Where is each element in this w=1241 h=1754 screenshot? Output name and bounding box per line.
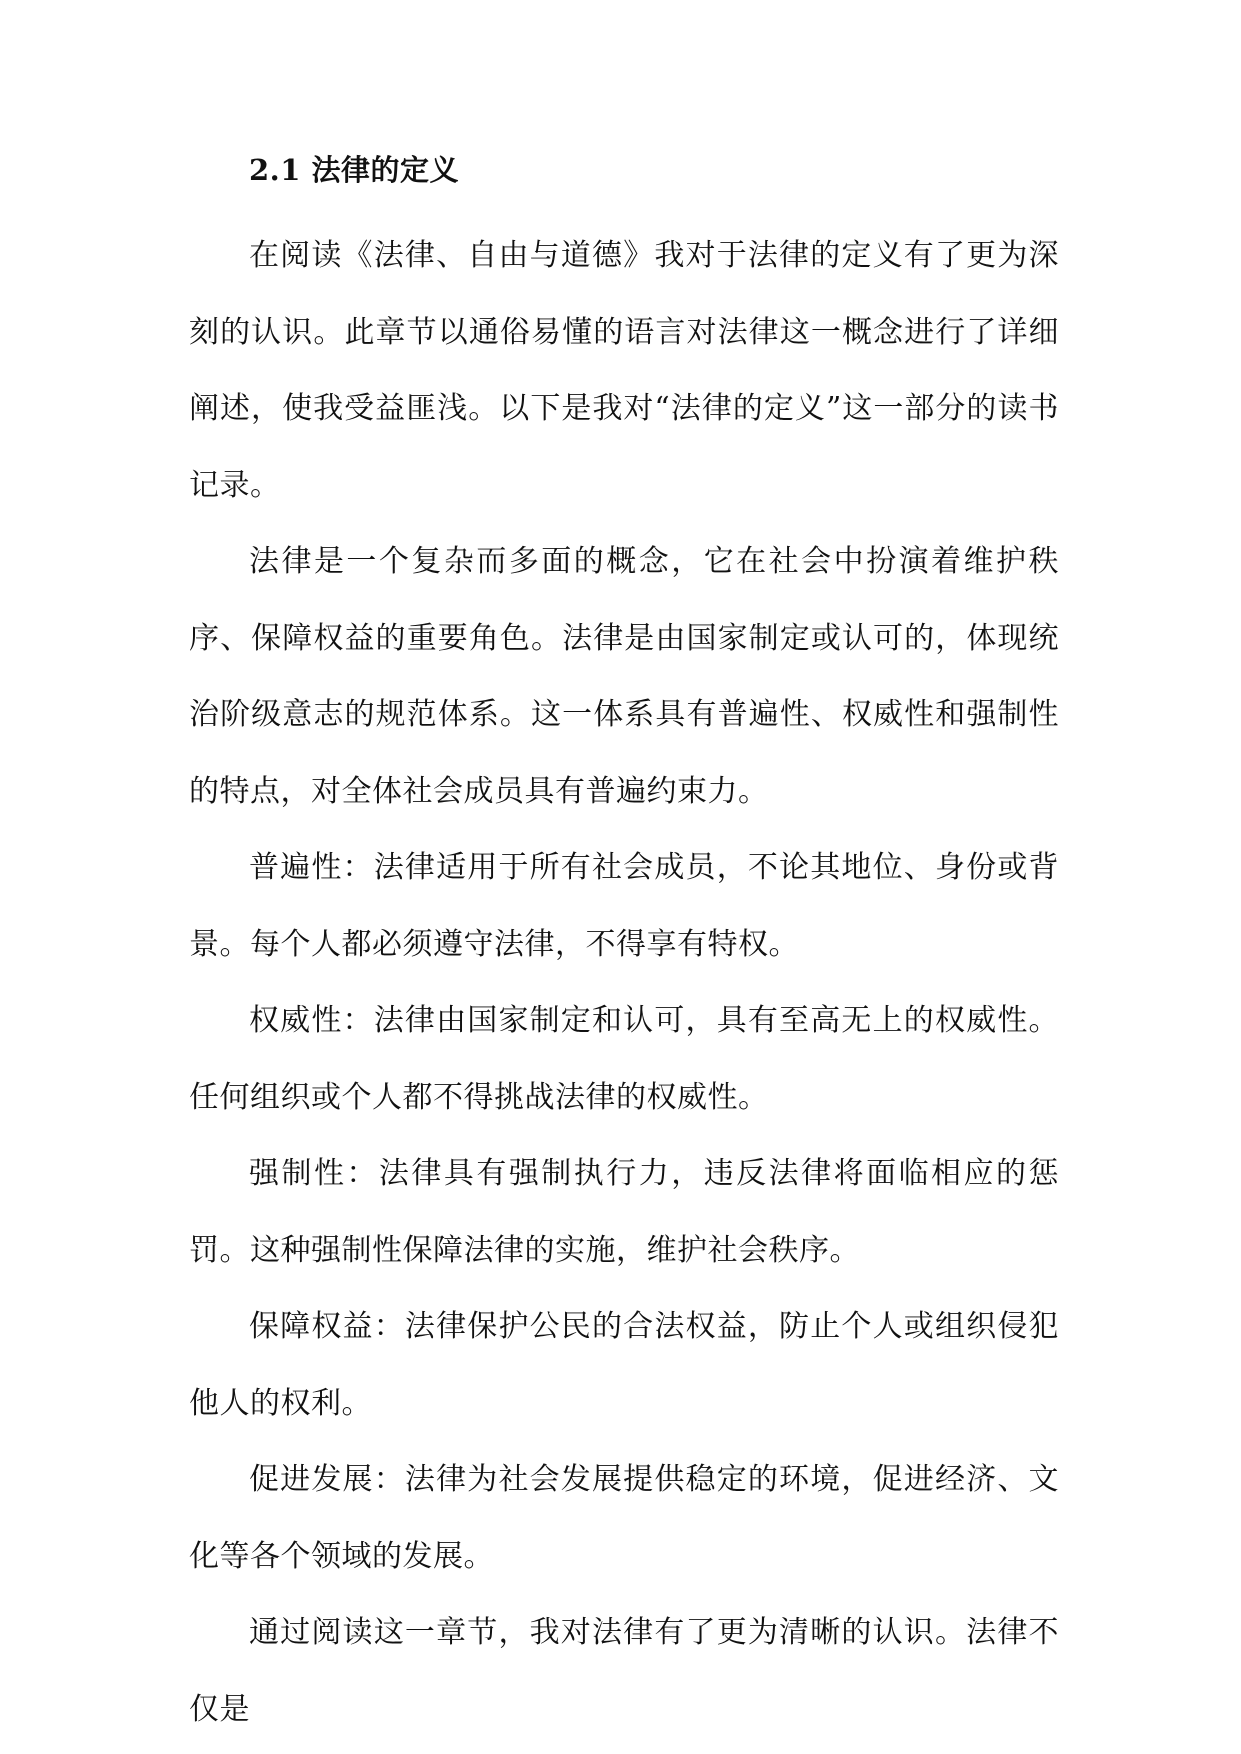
paragraph-conclusion: 通过阅读这一章节，我对法律有了更为清晰的认识。法律不仅是 (189, 1615, 1059, 1727)
paragraph-authority: 权威性：法律由国家制定和认可，具有至高无上的权威性。任何组织或个人都不得挑战法律的权威性。 (189, 1003, 1059, 1115)
paragraph-coerciveness: 强制性：法律具有强制执行力，违反法律将面临相应的惩罚。这种强制性保障法律的实施，维护社会秩序。 (189, 1156, 1059, 1268)
document-body (189, 143, 1059, 1748)
paragraph-rights-protection: 保障权益：法律保护公民的合法权益，防止个人或组织侵犯他人的权利。 (189, 1309, 1059, 1421)
paragraph-intro: 在阅读《法律、自由与道德》我对于法律的定义有了更为深刻的认识。此章节以通俗易懂的语言对法律这一概念进行了详细阐述，使我受益匪浅。以下是我对“法律的定义”这一部分的读书记录。 (189, 238, 1059, 503)
paragraph-development: 促进发展：法律为社会发展提供稳定的环境，促进经济、文化等各个领域的发展。 (189, 1462, 1059, 1574)
section-heading: 2.1 法律的定义 (249, 153, 460, 187)
paragraph-universality: 普遍性：法律适用于所有社会成员，不论其地位、身份或背景。每个人都必须遵守法律，不得享有特权。 (189, 850, 1059, 962)
paragraph-definition: 法律是一个复杂而多面的概念，它在社会中扮演着维护秩序、保障权益的重要角色。法律是由国家制定或认可的，体现统治阶级意志的规范体系。这一体系具有普遍性、权威性和强制性的特点，对全体社会成员具有普遍约束力。 (189, 544, 1059, 809)
